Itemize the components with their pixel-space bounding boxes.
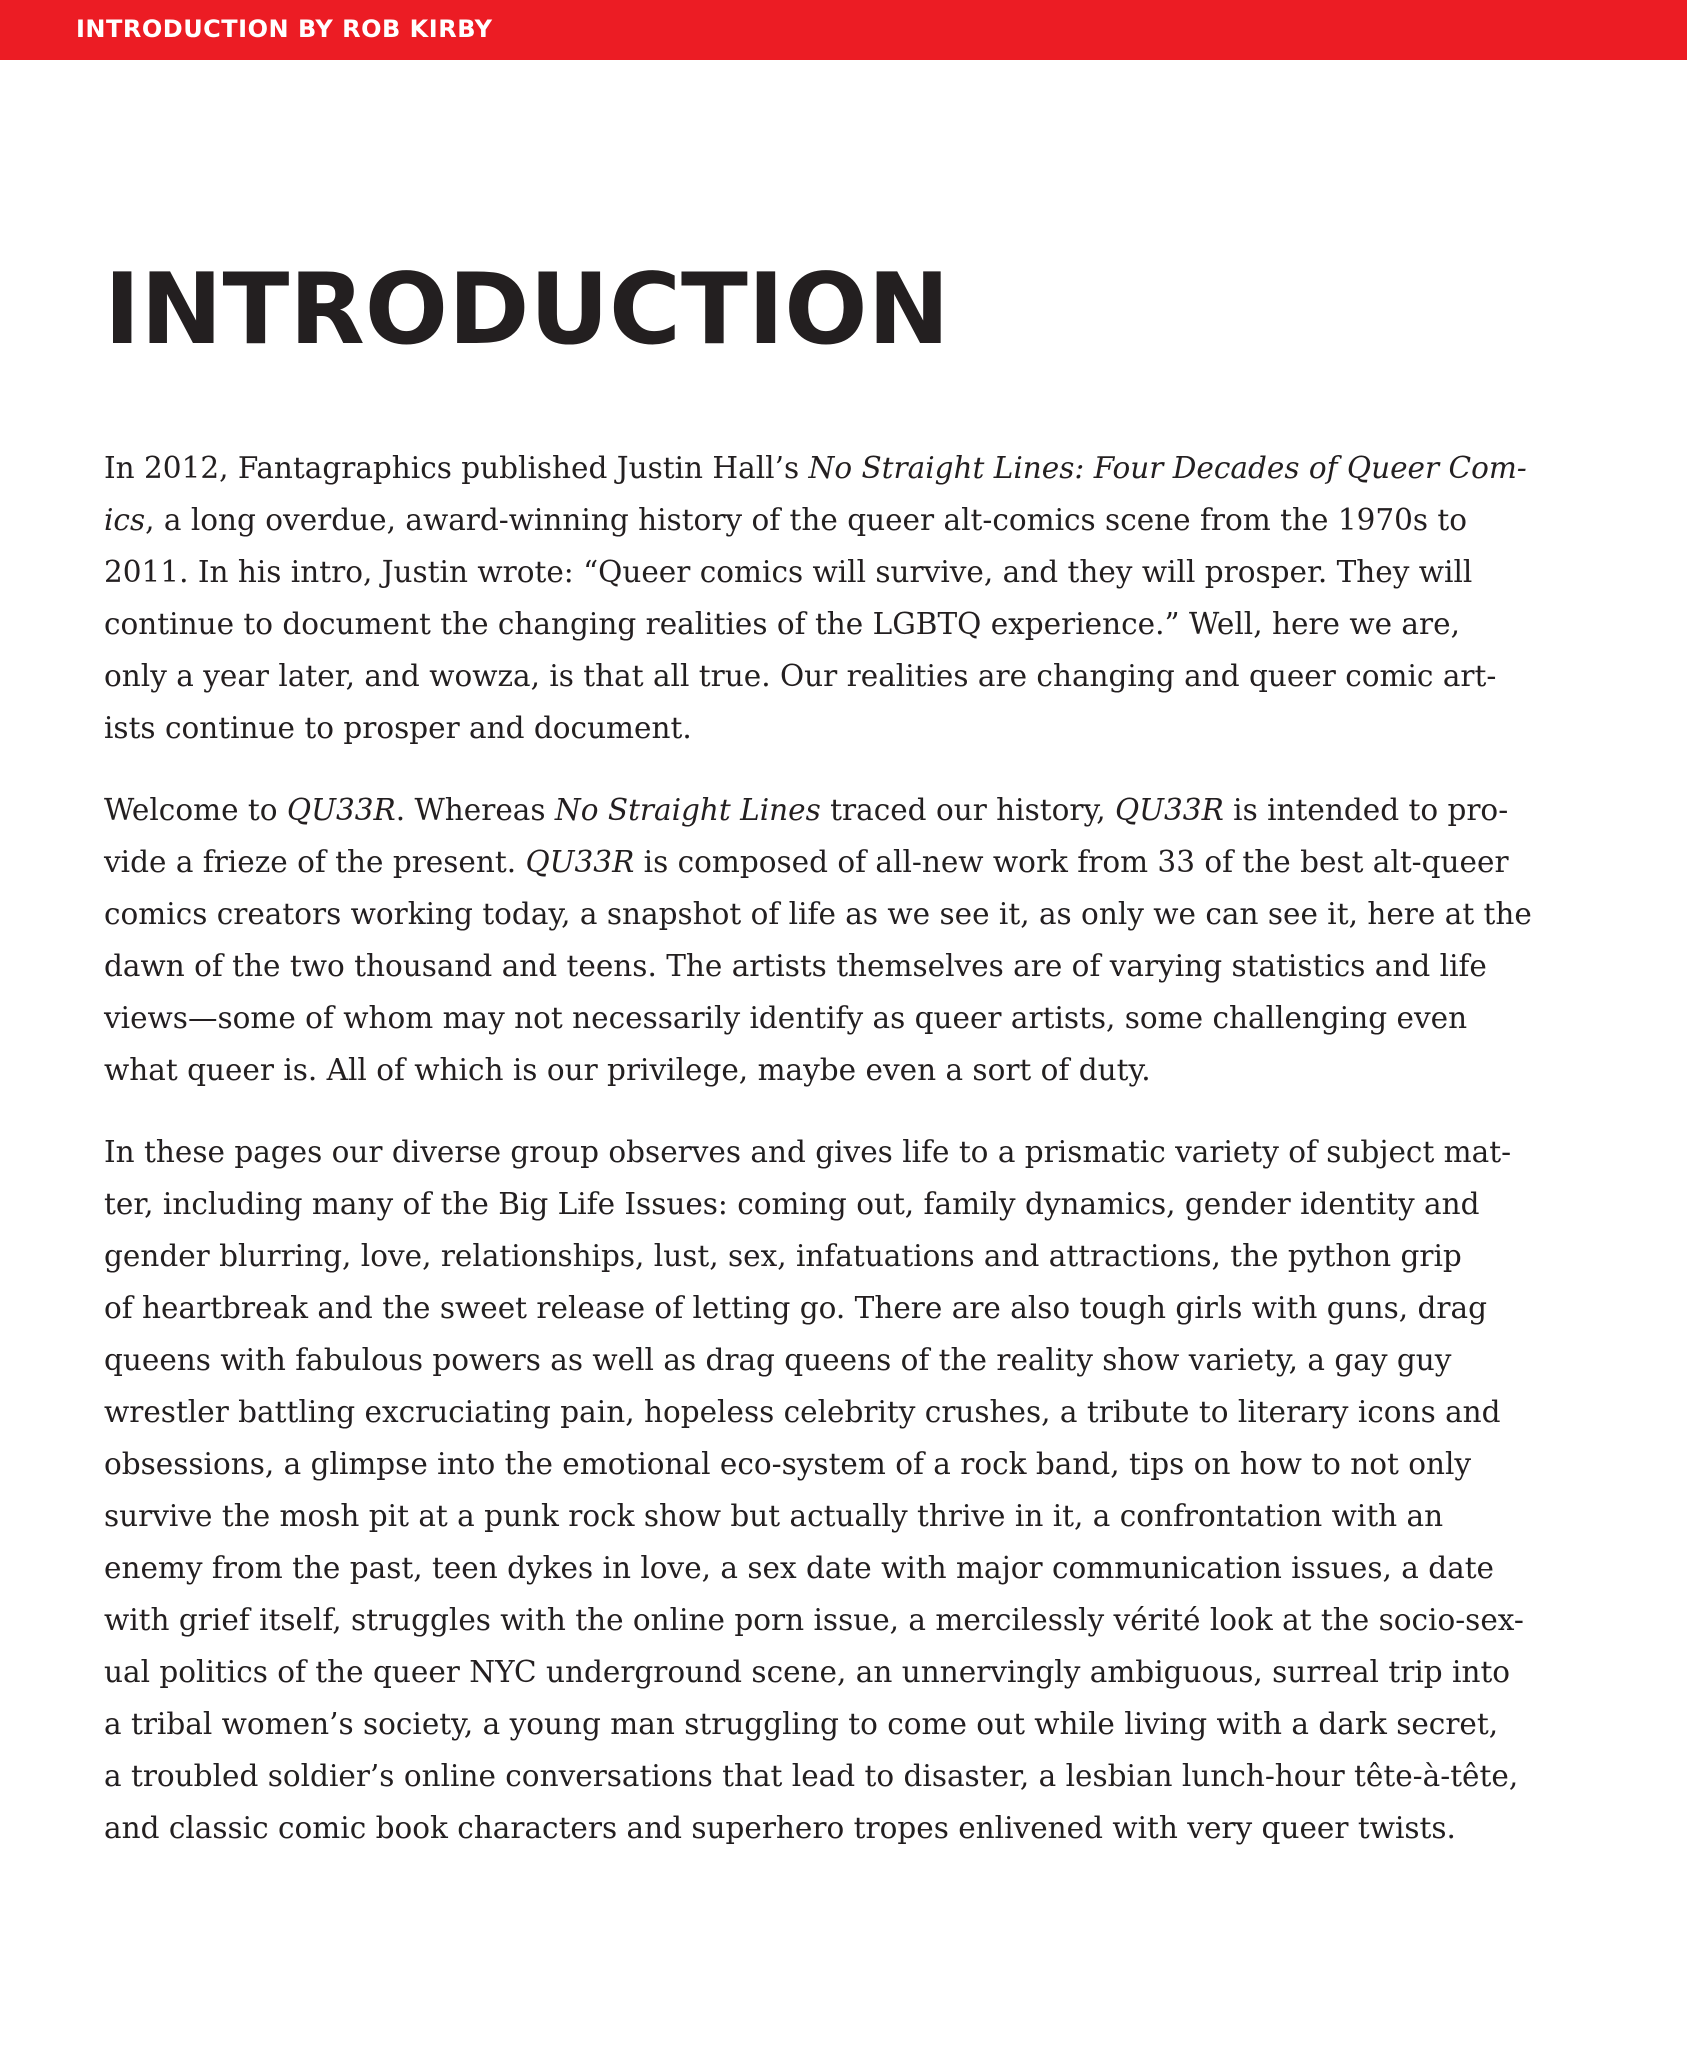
text-line: In 2012, Fantagraphics published Justin Hall’s No Straight Lines: Four Decades of Queer Com- bbox=[104, 451, 1527, 485]
text-line: In these pages our diverse group observes and gives life to a prismatic variety of subject mat- bbox=[104, 1135, 1512, 1169]
text-line: wrestler battling excruciating pain, hopeless celebrity crushes, a tribute to literary icons and bbox=[104, 1395, 1501, 1429]
text-line: obsessions, a glimpse into the emotional eco-system of a rock band, tips on how to not only bbox=[104, 1447, 1472, 1481]
paragraph-1 bbox=[104, 442, 1604, 754]
running-head: INTRODUCTION BY ROB KIRBY bbox=[76, 15, 493, 43]
text-line: ics, a long overdue, award-winning history of the queer alt-comics scene from the 1970s to bbox=[104, 503, 1468, 537]
text-line: survive the mosh pit at a punk rock show but actually thrive in it, a confrontation with an bbox=[104, 1499, 1444, 1533]
text-line: and classic comic book characters and superhero tropes enlivened with very queer twists. bbox=[104, 1811, 1456, 1845]
text-line: ual politics of the queer NYC underground scene, an unnervingly ambiguous, surreal trip into bbox=[104, 1655, 1511, 1689]
paragraph-2 bbox=[104, 784, 1604, 1096]
text-line: ter, including many of the Big Life Issues: coming out, family dynamics, gender identity and bbox=[104, 1187, 1480, 1221]
text-line: vide a frieze of the present. QU33R is composed of all-new work from 33 of the best alt-queer bbox=[104, 845, 1509, 879]
text-line: 2011. In his intro, Justin wrote: “Queer comics will survive, and they will prosper. They will bbox=[104, 555, 1473, 589]
body-text bbox=[104, 442, 1604, 1884]
text-line: dawn of the two thousand and teens. The artists themselves are of varying statistics and life bbox=[104, 949, 1487, 983]
text-line: ists continue to prosper and document. bbox=[104, 711, 692, 745]
paragraph-3 bbox=[104, 1126, 1604, 1854]
text-line: queens with fabulous powers as well as drag queens of the reality show variety, a gay guy bbox=[104, 1343, 1452, 1377]
text-line: a troubled soldier’s online conversations that lead to disaster, a lesbian lunch-hour tête-à-tête, bbox=[104, 1759, 1519, 1793]
text-line: views—some of whom may not necessarily identify as queer artists, some challenging even bbox=[104, 1001, 1468, 1035]
running-head-bar bbox=[0, 0, 1687, 60]
text-line: what queer is. All of which is our privilege, maybe even a sort of duty. bbox=[104, 1053, 1151, 1087]
text-line: comics creators working today, a snapshot of life as we see it, as only we can see it, here at the bbox=[104, 897, 1532, 931]
page-title: INTRODUCTION bbox=[104, 253, 950, 367]
text-line: of heartbreak and the sweet release of letting go. There are also tough girls with guns, drag bbox=[104, 1291, 1487, 1325]
text-line: with grief itself, struggles with the online porn issue, a mercilessly vérité look at the socio-sex- bbox=[104, 1603, 1524, 1637]
text-line: continue to document the changing realities of the LGBTQ experience.” Well, here we are, bbox=[104, 607, 1460, 641]
text-line: only a year later, and wowza, is that all true. Our realities are changing and queer comic art- bbox=[104, 659, 1497, 693]
text-line: enemy from the past, teen dykes in love, a sex date with major communication issues, a date bbox=[104, 1551, 1495, 1585]
text-line: a tribal women’s society, a young man struggling to come out while living with a dark secret, bbox=[104, 1707, 1499, 1741]
text-line: Welcome to QU33R. Whereas No Straight Lines traced our history, QU33R is intended to pro- bbox=[104, 793, 1509, 827]
text-line: gender blurring, love, relationships, lust, sex, infatuations and attractions, the python grip bbox=[104, 1239, 1462, 1273]
